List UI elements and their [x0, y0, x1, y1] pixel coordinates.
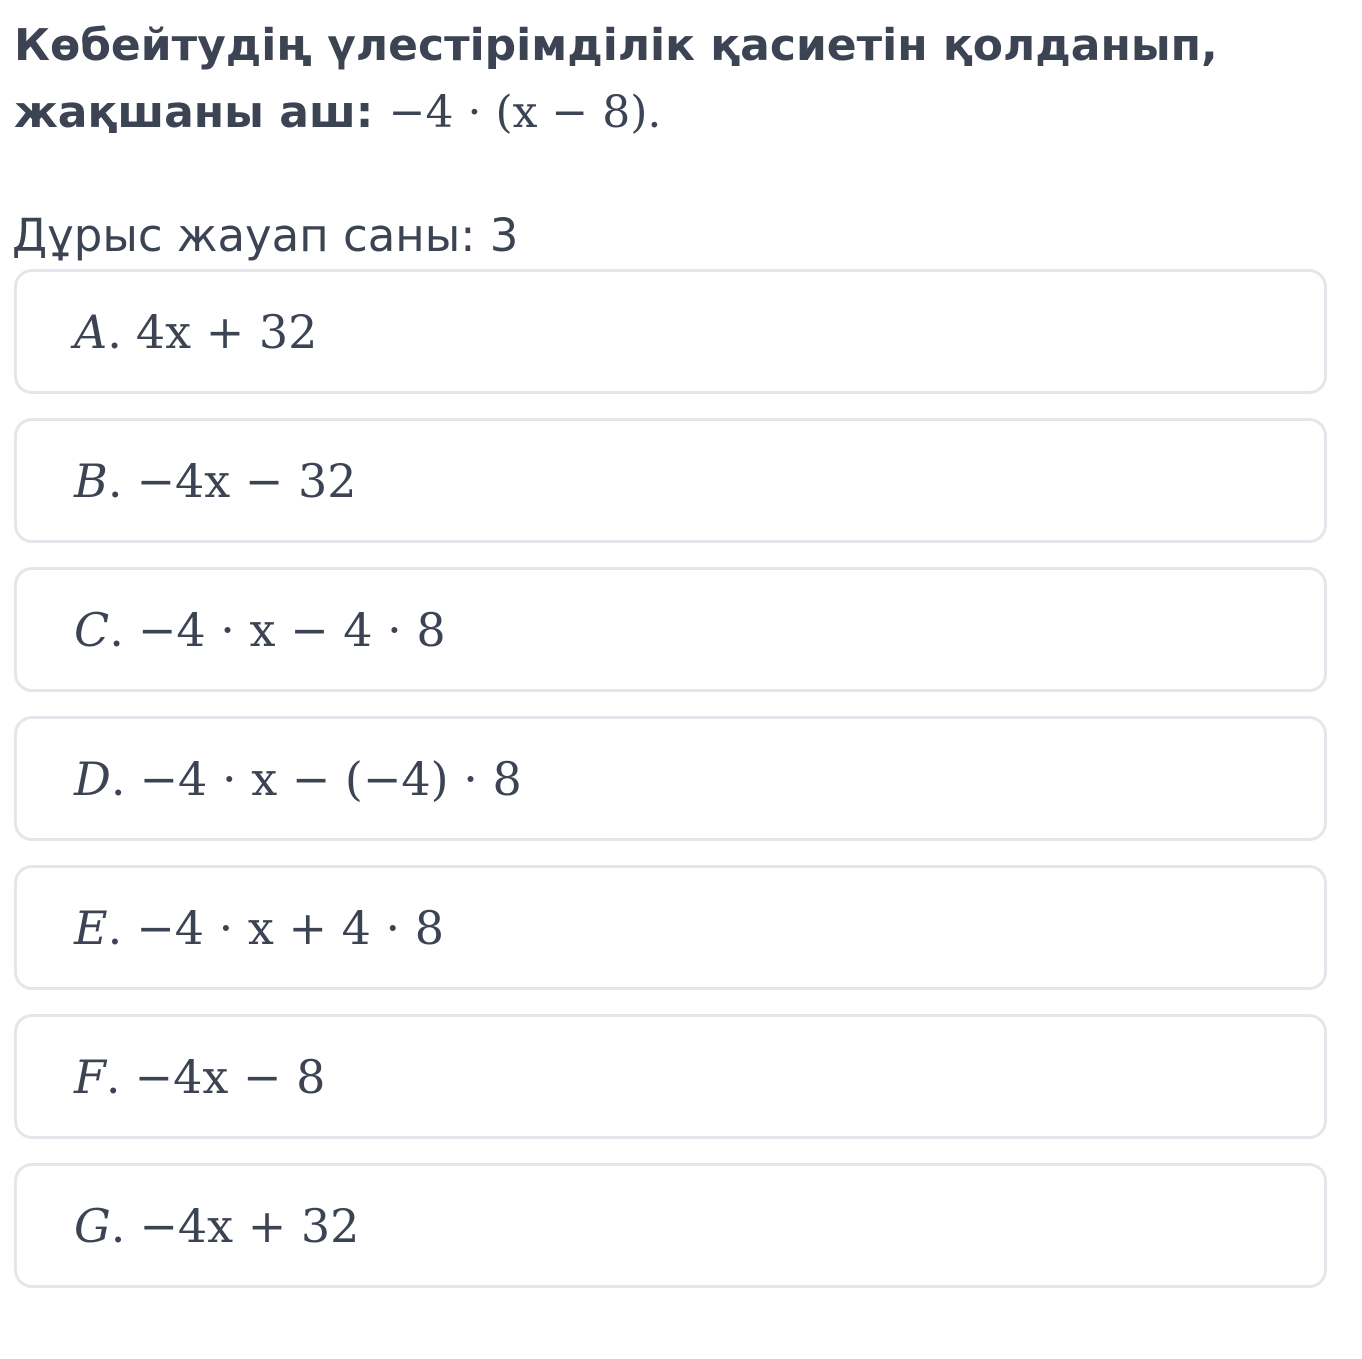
option-a[interactable]: A . 4x + 32: [14, 269, 1327, 394]
question-expression: −4 · (x − 8).: [388, 87, 662, 138]
option-expression: −4x − 8: [134, 1049, 326, 1104]
option-letter: F: [74, 1049, 106, 1104]
question-line-2: жақшаны аш:: [14, 87, 374, 138]
option-letter: D: [74, 751, 111, 806]
option-expression: −4x + 32: [139, 1198, 360, 1253]
question-line-1: Көбейтудің үлестірімділік қасиетін қолданып,: [14, 20, 1218, 71]
option-letter: E: [74, 900, 108, 955]
option-expression: −4 · x − (−4) · 8: [139, 751, 522, 806]
answer-options-list: [14, 269, 1327, 1312]
option-expression: 4x + 32: [135, 304, 318, 359]
option-expression: −4x − 32: [136, 453, 357, 508]
option-d[interactable]: D . −4 · x − (−4) · 8: [14, 716, 1327, 841]
option-e[interactable]: E . −4 · x + 4 · 8: [14, 865, 1327, 990]
option-expression: −4 · x − 4 · 8: [137, 602, 446, 657]
option-g[interactable]: G . −4x + 32: [14, 1163, 1327, 1288]
question-text: [14, 12, 1334, 146]
option-letter: A: [74, 304, 108, 359]
option-expression: −4 · x + 4 · 8: [136, 900, 445, 955]
option-f[interactable]: F . −4x − 8: [14, 1014, 1327, 1139]
option-letter: B: [74, 453, 108, 508]
option-c[interactable]: C . −4 · x − 4 · 8: [14, 567, 1327, 692]
option-letter: C: [74, 602, 110, 657]
option-b[interactable]: B . −4x − 32: [14, 418, 1327, 543]
correct-answer-count: Дұрыс жауап саны: 3: [12, 209, 519, 262]
option-letter: G: [74, 1198, 111, 1253]
